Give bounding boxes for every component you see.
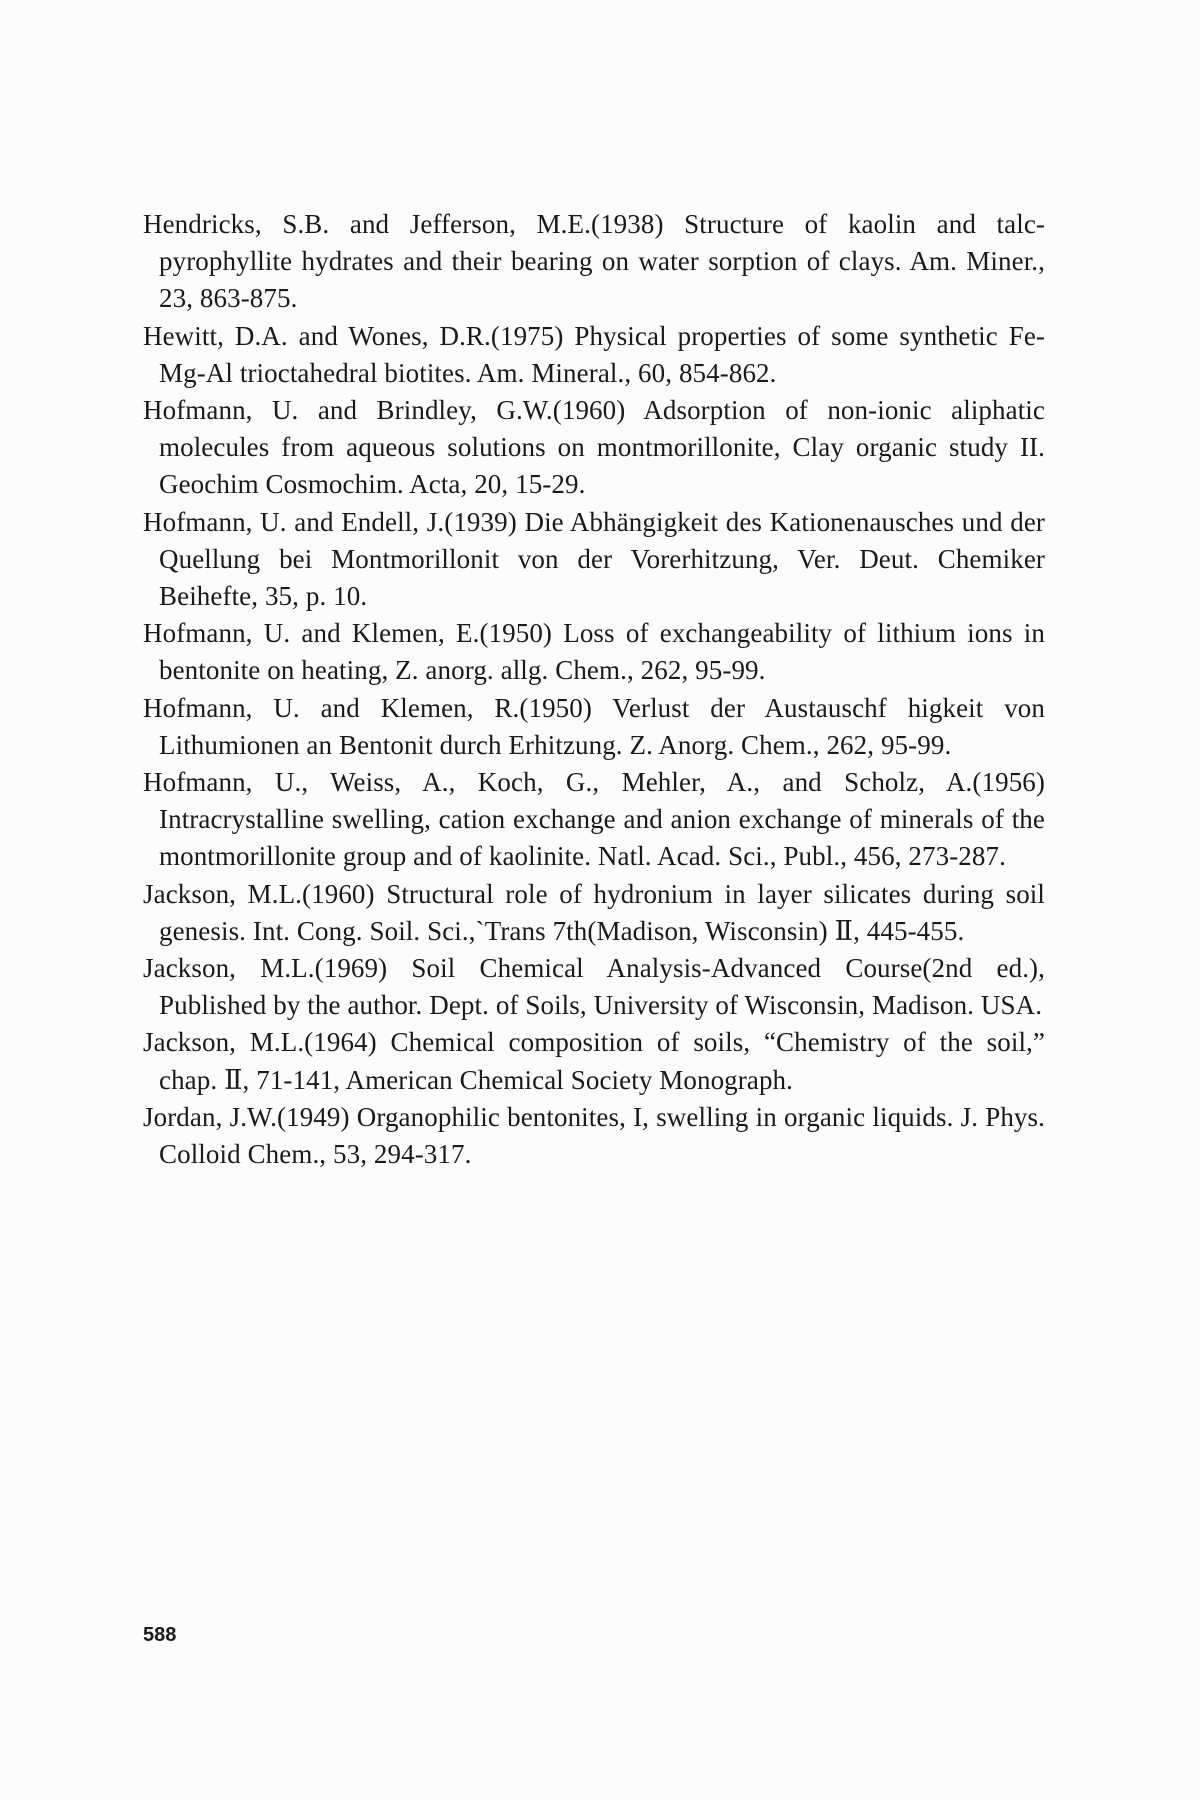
reference-entry: Hofmann, U. and Klemen, R.(1950) Verlust der Austauschf higkeit von Lithumionen an Bentonit durch Erhitzung. Z. Anorg. Chem., 262, 95-99. [143,692,1045,760]
reference-entry: Hofmann, U. and Brindley, G.W.(1960) Adsorption of non-ionic aliphatic molecules from aqueous solutions on montmorillonite, Clay organic study II. Geochim Cosmochim. Acta, 20, 15-29. [143,395,1045,500]
reference-entry: Hewitt, D.A. and Wones, D.R.(1975) Physical properties of some synthetic Fe-Mg-Al trioctahedral biotites. Am. Mineral., 60, 854-862. [143,320,1045,388]
reference-entry: Hendricks, S.B. and Jefferson, M.E.(1938) Structure of kaolin and talc-pyrophyllite hydrates and their bearing on water sorption of clays. Am. Miner., 23, 863-875. [143,209,1045,314]
reference-list [143,206,1045,1173]
reference-entry: Jackson, M.L.(1964) Chemical composition of soils, “Chemistry of the soil,” chap. Ⅱ, 71-141, American Chemical Society Monograph. [143,1027,1045,1095]
page-number: 588 [143,1624,177,1646]
reference-entry: Jordan, J.W.(1949) Organophilic bentonites, I, swelling in organic liquids. J. Phys. Colloid Chem., 53, 294-317. [143,1101,1045,1170]
reference-entry: Hofmann, U. and Klemen, E.(1950) Loss of exchangeability of lithium ions in bentonite on heating, Z. anorg. allg. Chem., 262, 95-99. [143,618,1045,686]
reference-entry: Hofmann, U. and Endell, J.(1939) Die Abhängigkeit des Kationenausches und der Quellung bei Montmorillonit von der Vorerhitzung, Ver. Deut. Chemiker Beihefte, 35, p. 10. [143,506,1045,612]
reference-entry: Jackson, M.L.(1960) Structural role of hydronium in layer silicates during soil genesis. Int. Cong. Soil. Sci.,`Trans 7th(Madison, Wisconsin) Ⅱ, 445-455. [143,878,1045,946]
reference-entry: Jackson, M.L.(1969) Soil Chemical Analysis-Advanced Course(2nd ed.), Published by the author. Dept. of Soils, University of Wisconsin, Madison. USA. [143,953,1045,1021]
reference-entry: Hofmann, U., Weiss, A., Koch, G., Mehler, A., and Scholz, A.(1956) Intracrystalline swelling, cation exchange and anion exchange of minerals of the montmorillonite group and of kaolinite. Natl. Acad. Sci., Publ., 456, 273-287. [143,767,1045,872]
